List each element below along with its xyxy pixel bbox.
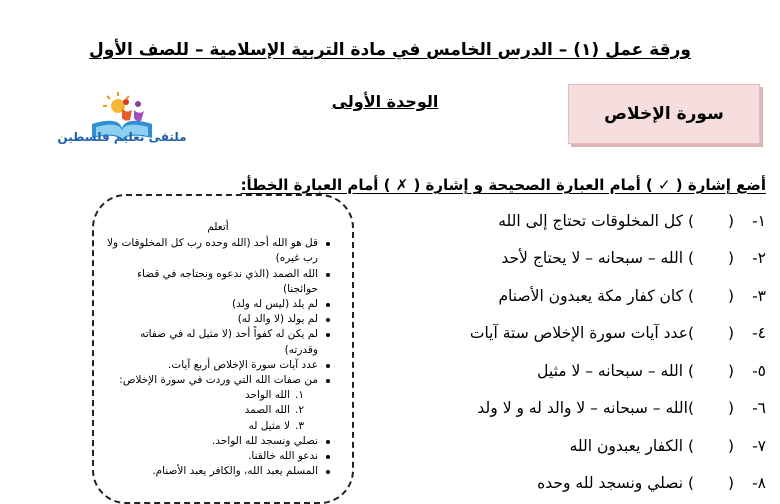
question-item: ١- ( ) كل المخلوقات تحتاج إلى الله (498, 211, 766, 230)
notes-title: أتعلم (207, 221, 229, 233)
attributes-sublist-wrap (104, 388, 318, 434)
answer-blank[interactable]: ( (727, 286, 734, 305)
attribute-item: ٣.لا مثيل له (248, 419, 304, 432)
note-item: ندعو الله خالقنا. (104, 449, 318, 464)
attributes-sublist (104, 388, 318, 434)
question-item: ٥- ( ) الله – سبحانه – لا مثيل (537, 361, 766, 380)
logo-caption: ملتقى تعليم فلسطين (57, 130, 187, 144)
note-item: لم يلد (ليس له ولد) (104, 297, 318, 312)
surah-name: سورة الإخلاص (604, 104, 724, 124)
question-item: ٣- ( ) كان كفار مكة يعبدون الأصنام (498, 286, 766, 305)
surah-label-box (568, 84, 760, 144)
note-item: من صفات الله التي وردت في سورة الإخلاص: (104, 373, 318, 388)
answer-blank[interactable]: ( (727, 436, 734, 455)
question-item: ٦- ( )الله – سبحانه – لا والد له و لا ولد (477, 399, 766, 418)
instruction-text: أضع إشارة ( ✓ ) أمام العبارة الصحيحة و إشارة ( ✗ ) أمام العبارة الخطأ: (240, 176, 766, 194)
notes-list (104, 236, 332, 479)
note-item: قل هو الله أحد (الله وحده رب كل المخلوقات ولا رب غيره) (104, 236, 318, 266)
attribute-item: ١.الله الواحد (244, 389, 304, 402)
note-item: لم يكن له كفواً أحد (لا مثيل له في صفاته وقدرته) (104, 327, 318, 357)
answer-blank[interactable]: ( (727, 249, 734, 268)
question-item: ٢- ( ) الله – سبحانه – لا يحتاج لأحد (501, 249, 766, 268)
answer-blank[interactable]: ( (727, 324, 734, 343)
true-false-questions (336, 202, 766, 502)
question-item: ٨- ( ) نصلي ونسجد لله وحده (537, 474, 766, 493)
note-item: عدد آيات سورة الإخلاص أربع آيات. (104, 358, 318, 373)
unit-heading: الوحدة الأولى (331, 92, 439, 111)
answer-blank[interactable]: ( (727, 399, 734, 418)
attribute-item: ٢.الله الصمد (244, 404, 304, 417)
answer-blank[interactable]: ( (727, 361, 734, 380)
answer-blank[interactable]: ( (727, 474, 734, 493)
question-item: ٧- ( ) الكفار يعبدون الله (569, 436, 766, 455)
site-logo (52, 88, 192, 158)
learning-notes (104, 220, 332, 479)
answer-blank[interactable]: ( (727, 211, 734, 230)
note-item: الله الصمد (الذي ندعوه ونحتاجه في قضاء حوائجنا) (104, 267, 318, 297)
note-item: المسلم يعبد الله، والكافر يعبد الأصنام. (104, 464, 318, 479)
worksheet-title: ورقة عمل (١) – الدرس الخامس في مادة التربية الإسلامية – للصف الأول (89, 40, 691, 60)
note-item: نصلي ونسجد لله الواحد. (104, 434, 318, 449)
question-item: ٤- ( )عدد آيات سورة الإخلاص ستة آيات (469, 324, 766, 343)
note-item: لم يولد (لا والد له) (104, 312, 318, 327)
